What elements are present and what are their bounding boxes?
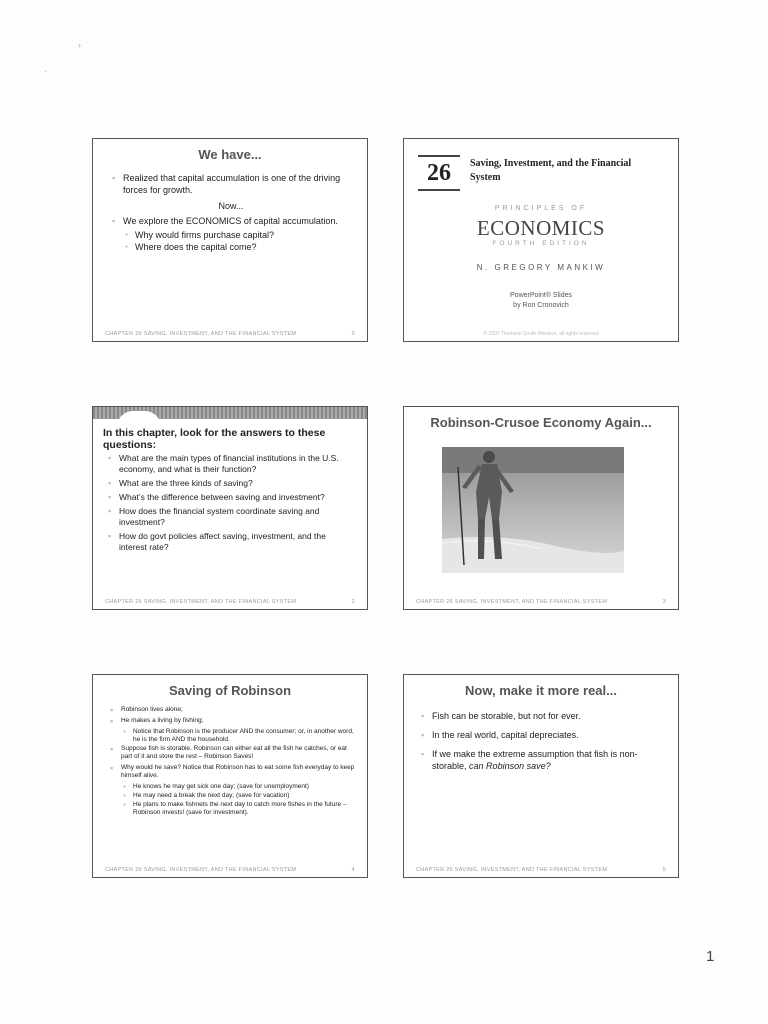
slide-title: We have... [198,147,262,162]
bullet-item: ▪ We explore the ECONOMICS of capital accumulation. [109,215,353,227]
slide-saving-of-robinson [92,674,368,878]
footer-text: CHAPTER 26 SAVING, INVESTMENT, AND THE FINANCIAL SYSTEM [105,599,297,605]
question-list [105,453,355,556]
slide-number: 3 [662,599,666,605]
bullet-list [93,162,367,253]
bullet-item: ▪ He makes a living by fishing; [107,717,357,725]
slide-title: Now, make it more real... [465,683,617,698]
fisherman-on-beach-image [442,447,624,573]
chapter-number: 26 [418,155,460,191]
powerpoint-credit-line: PowerPoint® Slides [510,292,572,299]
footer-text: CHAPTER 26 SAVING, INVESTMENT, AND THE FINANCIAL SYSTEM [105,331,297,337]
bullet-list [93,698,367,817]
sub-bullet-item: ▪ Notice that Robinson is the producer AND the consumer; or, in another word, he is the firm AND the household. [107,728,357,744]
footer-text: CHAPTER 26 SAVING, INVESTMENT, AND THE FINANCIAL SYSTEM [105,867,297,873]
sub-bullet-item: ▪ He plans to make fishnets the next day to catch more fishes in the future – Robinson invests! (save for investment). [107,801,357,817]
principles-of-label: PRINCIPLES OF [494,205,588,212]
slide-footer [105,599,355,605]
bullet-item: ▪ In the real world, capital depreciates. [418,729,666,741]
slide-make-it-more-real [403,674,679,878]
footer-text: CHAPTER 26 SAVING, INVESTMENT, AND THE FINANCIAL SYSTEM [416,599,608,605]
sub-bullet-item: ▪ He may need a break the next day; (save for vacation) [107,792,357,800]
slide-number: 0 [351,331,355,337]
sub-bullet-item: ▪ He knows he may get sick one day; (save for unemployment) [107,783,357,791]
beach-photo [442,447,624,573]
slide-robinson-crusoe [403,406,679,610]
bullet-item: ▪ Suppose fish is storable. Robinson can either eat all the fish he catches, or eat part of it and store the rest – Robinson Saves! [107,745,357,761]
slide-title-page [403,138,679,342]
scan-speck: › [78,40,81,50]
sub-bullet-item: ▪ Why would firms purchase capital? [109,229,353,241]
bullet-item: ▪ Realized that capital accumulation is one of the driving forces for growth. [109,172,353,196]
bullet-list [404,698,678,772]
header-notch [117,411,161,427]
question-item: ▪ How does the financial system coordinate saving and investment? [105,506,355,528]
question-item: ▪ What’s the difference between saving and investment? [105,492,355,503]
sub-bullet-item: ▪ Where does the capital come? [109,241,353,253]
page-number: 1 [706,948,715,965]
edition-label: FOURTH EDITION [492,240,590,247]
slide-title: Robinson-Crusoe Economy Again... [430,415,652,430]
slide-number: 4 [351,867,355,873]
bullet-item: ▪ Fish can be storable, but not for ever. [418,710,666,722]
slide-title: Saving of Robinson [168,683,292,698]
bullet-item [418,748,666,772]
slide-number: 5 [662,867,666,873]
copyright-line: © 2007 Thomson South-Western, all rights reserved [483,331,599,337]
bullet-item: ▪ Robinson lives alone; [107,706,357,714]
slide-we-have [92,138,368,342]
slide-number: 2 [351,599,355,605]
author-name: N. GREGORY MANKIW [476,263,606,272]
powerpoint-credit-line: by Ron Cronovich [513,302,569,309]
book-title: ECONOMICS [476,216,606,240]
slide-title: In this chapter, look for the answers to these questions: [103,427,326,451]
bullet-question: can Robinson save? [469,761,551,771]
chapter-title: Saving, Investment, and the Financial System [470,158,632,183]
footer-text: CHAPTER 26 SAVING, INVESTMENT, AND THE FINANCIAL SYSTEM [416,867,608,873]
now-label: Now... [218,201,244,211]
powerpoint-credit [404,291,678,311]
question-item: ▪ How do govt policies affect saving, investment, and the interest rate? [105,531,355,553]
slide-footer [105,867,355,873]
slide-footer [105,331,355,337]
slide-footer [416,599,666,605]
bullet-item: ▪ Why would he save? Notice that Robinson has to eat some fish everyday to keep himself alive. [107,764,357,780]
scan-speck: · [44,66,47,76]
question-item: ▪ What are the main types of financial institutions in the U.S. economy, and what is their function? [105,453,355,475]
bullet-text: If we make the extreme assumption that fish is non-storable, [432,749,638,771]
slide-footer [416,867,666,873]
question-item: ▪ What are the three kinds of saving? [105,478,355,489]
slide-questions [92,406,368,610]
